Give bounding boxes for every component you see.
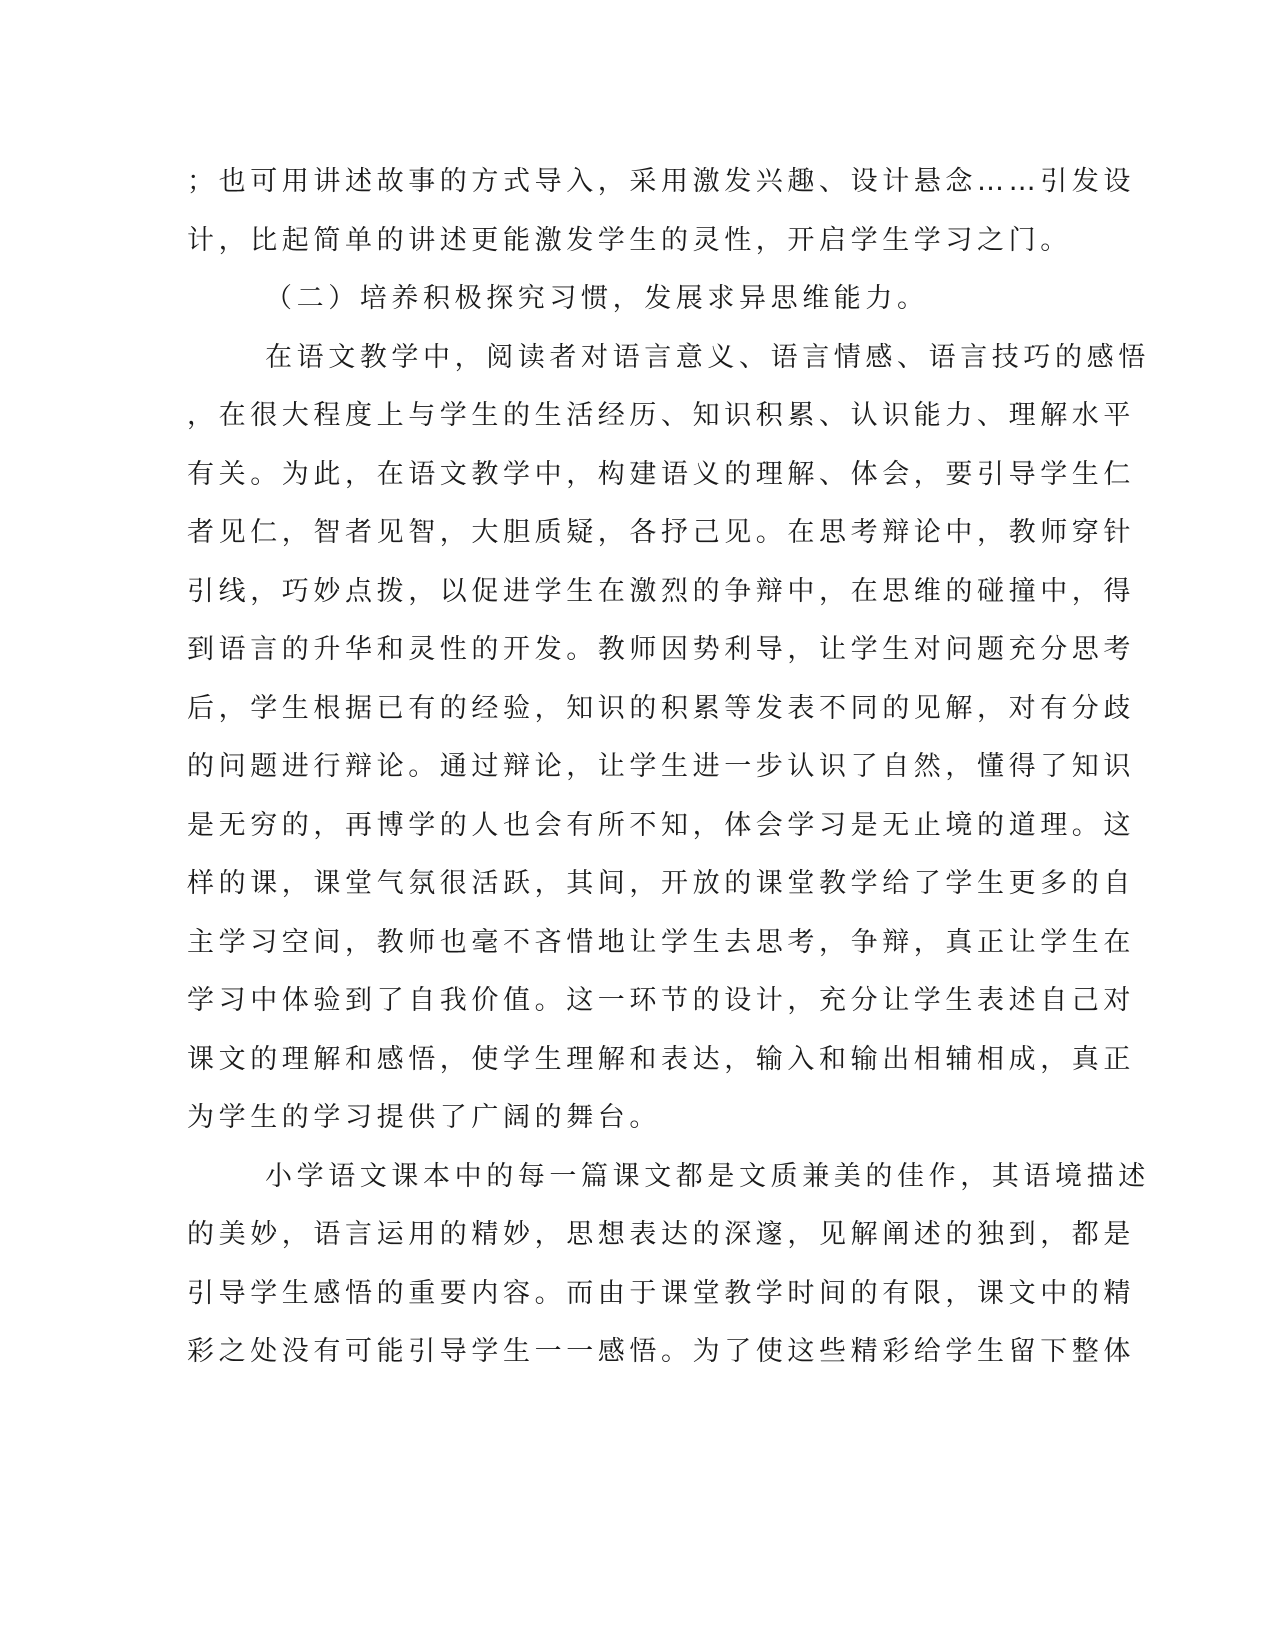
text-line: 的问题进行辩论。通过辩论，让学生进一步认识了自然，懂得了知识 — [187, 751, 1135, 782]
text-line: 课文的理解和感悟，使学生理解和表达，输入和输出相辅相成，真正 — [187, 1044, 1135, 1075]
text-line: 彩之处没有可能引导学生一一感悟。为了使这些精彩给学生留下整体 — [187, 1336, 1135, 1367]
text-line: 到语言的升华和灵性的开发。教师因势利导，让学生对问题充分思考 — [187, 634, 1135, 665]
text-line: 是无穷的，再博学的人也会有所不知，体会学习是无止境的道理。这 — [187, 810, 1135, 841]
text-line: 的美妙，语言运用的精妙，思想表达的深邃，见解阐述的独到，都是 — [187, 1219, 1135, 1250]
text-line: 样的课，课堂气氛很活跃，其间，开放的课堂教学给了学生更多的自 — [187, 868, 1135, 899]
text-line: ，在很大程度上与学生的生活经历、知识积累、认识能力、理解水平 — [187, 400, 1135, 431]
text-line: 在语文教学中，阅读者对语言意义、语言情感、语言技巧的感悟 — [265, 342, 1150, 373]
text-line: 计，比起简单的讲述更能激发学生的灵性，开启学生学习之门。 — [187, 225, 1072, 256]
text-line: 有关。为此，在语文教学中，构建语义的理解、体会，要引导学生仁 — [187, 459, 1135, 490]
text-line: 者见仁，智者见智，大胆质疑，各抒己见。在思考辩论中，教师穿针 — [187, 517, 1135, 548]
text-line: 主学习空间，教师也毫不吝惜地让学生去思考，争辩，真正让学生在 — [187, 927, 1135, 958]
text-line: ；也可用讲述故事的方式导入，采用激发兴趣、设计悬念……引发设 — [187, 166, 1135, 197]
text-line: 后，学生根据已有的经验，知识的积累等发表不同的见解，对有分歧 — [187, 693, 1135, 724]
section-heading: （二）培养积极探究习惯，发展求异思维能力。 — [265, 283, 929, 314]
text-line: 学习中体验到了自我价值。这一环节的设计，充分让学生表述自己对 — [187, 985, 1135, 1016]
text-line: 引线，巧妙点拨，以促进学生在激烈的争辩中，在思维的碰撞中，得 — [187, 576, 1135, 607]
text-line: 为学生的学习提供了广阔的舞台。 — [187, 1102, 661, 1133]
text-line: 小学语文课本中的每一篇课文都是文质兼美的佳作，其语境描述 — [265, 1161, 1150, 1192]
text-line: 引导学生感悟的重要内容。而由于课堂教学时间的有限，课文中的精 — [187, 1278, 1135, 1309]
